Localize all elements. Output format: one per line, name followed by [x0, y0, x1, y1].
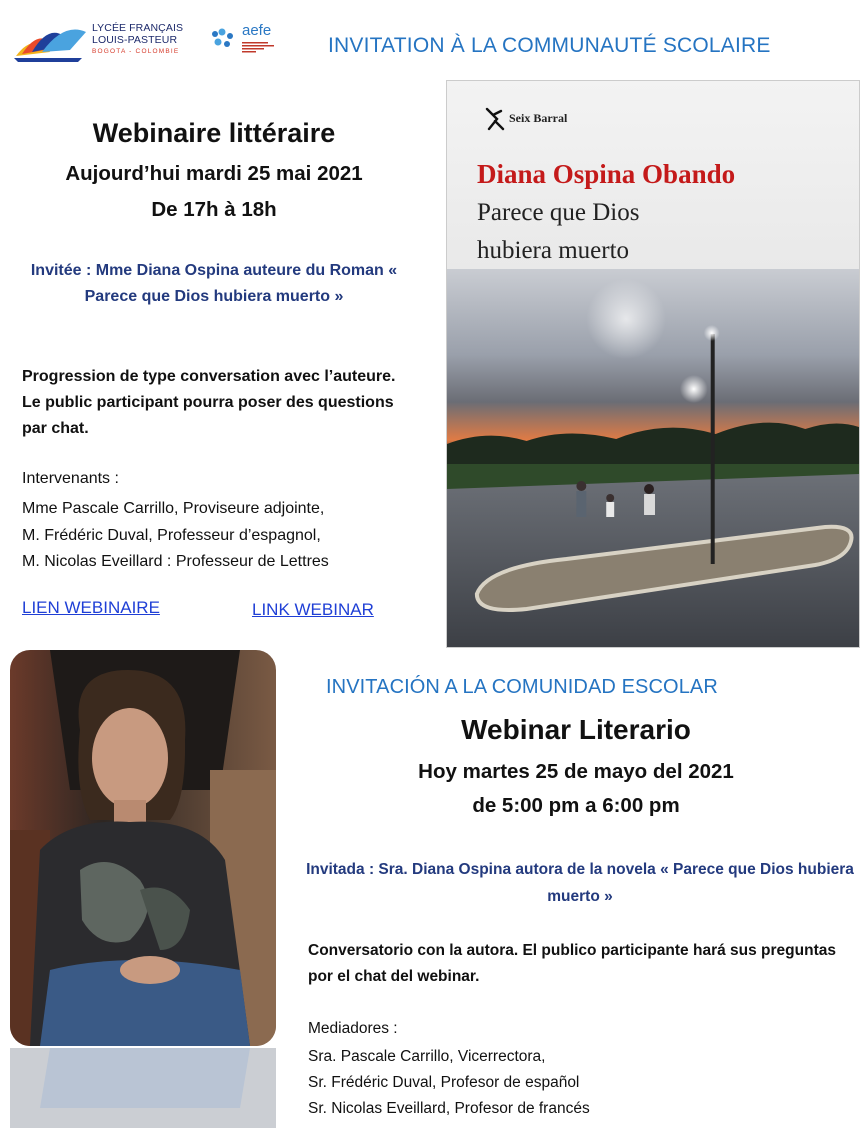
book-title-line1: Parece que Dios	[477, 199, 640, 226]
lfp-book-icon	[12, 18, 88, 62]
speakers-list-fr	[22, 496, 329, 576]
book-cover-photo	[447, 269, 859, 648]
reflection-image	[10, 1048, 276, 1128]
mediators-list-es	[308, 1044, 590, 1122]
globe-icon	[210, 28, 236, 50]
speaker-item: Mme Pascale Carrillo, Proviseure adjointe,	[22, 500, 325, 517]
lfp-logo-line2: LOUIS-PASTEUR	[92, 34, 178, 46]
mediator-item: Sr. Frédéric Duval, Profesor de español	[308, 1074, 580, 1091]
webinar-title-es: Webinar Literario	[461, 714, 691, 745]
seix-barral-icon	[483, 107, 505, 133]
aefe-logo	[210, 22, 290, 62]
webinar-time-es: de 5:00 pm a 6:00 pm	[472, 794, 680, 817]
lfp-logo-line3: BOGOTA - COLOMBIE	[92, 48, 180, 55]
speaker-item: M. Frédéric Duval, Professeur d’espagnol,	[22, 526, 321, 544]
book-publisher: Seix Barral	[509, 111, 568, 125]
lfp-logo-line1: LYCÉE FRANÇAIS	[92, 22, 184, 34]
webinar-time-fr: De 17h à 18h	[151, 198, 277, 221]
book-cover-header	[447, 81, 859, 269]
invitation-heading-es: INVITACIÓN A LA COMUNIDAD ESCOLAR	[326, 676, 718, 698]
description-fr: Progression de type conversation avec l’auteure. Le public participant pourra poser des questions par chat.	[22, 368, 396, 437]
webinar-date-fr: Aujourd’hui mardi 25 mai 2021	[65, 162, 363, 185]
aefe-subtitle-mark	[242, 41, 292, 53]
mediator-item: Sr. Nicolas Eveillard, Profesor de francés	[308, 1100, 590, 1117]
speaker-item: M. Nicolas Eveillard : Professeur de Lettres	[22, 553, 329, 570]
description-es: Conversatorio con la autora. El publico participante hará sus preguntas por el chat del webinar.	[308, 942, 836, 985]
invitation-heading-fr: INVITATION À LA COMMUNAUTÉ SCOLAIRE	[328, 34, 771, 57]
author-portrait-reflection	[10, 1048, 276, 1128]
book-cover	[446, 80, 860, 648]
webinar-link-en[interactable]: LINK WEBINAR	[252, 600, 374, 619]
aefe-logo-text: aefe	[242, 22, 272, 39]
guest-text-es: Invitada : Sra. Diana Ospina autora de la novela « Parece que Dios hubiera muerto »	[306, 861, 854, 905]
webinar-date-es: Hoy martes 25 de mayo del 2021	[418, 760, 734, 783]
speakers-label-fr: Intervenants :	[22, 470, 119, 487]
webinar-link-fr[interactable]: LIEN WEBINAIRE	[22, 598, 160, 617]
lfp-logo	[12, 16, 202, 64]
guest-text-fr: Invitée : Mme Diana Ospina auteure du Roman « Parece que Dios hubiera muerto »	[30, 262, 398, 305]
webinar-title-fr: Webinaire littéraire	[92, 118, 336, 148]
mediators-label-es: Mediadores :	[308, 1020, 398, 1037]
mediator-item: Sra. Pascale Carrillo, Vicerrectora,	[308, 1048, 546, 1065]
author-portrait	[10, 650, 276, 1046]
author-photo	[10, 650, 276, 1046]
book-author: Diana Ospina Obando	[477, 159, 736, 189]
book-title-line2: hubiera muerto	[477, 237, 630, 264]
